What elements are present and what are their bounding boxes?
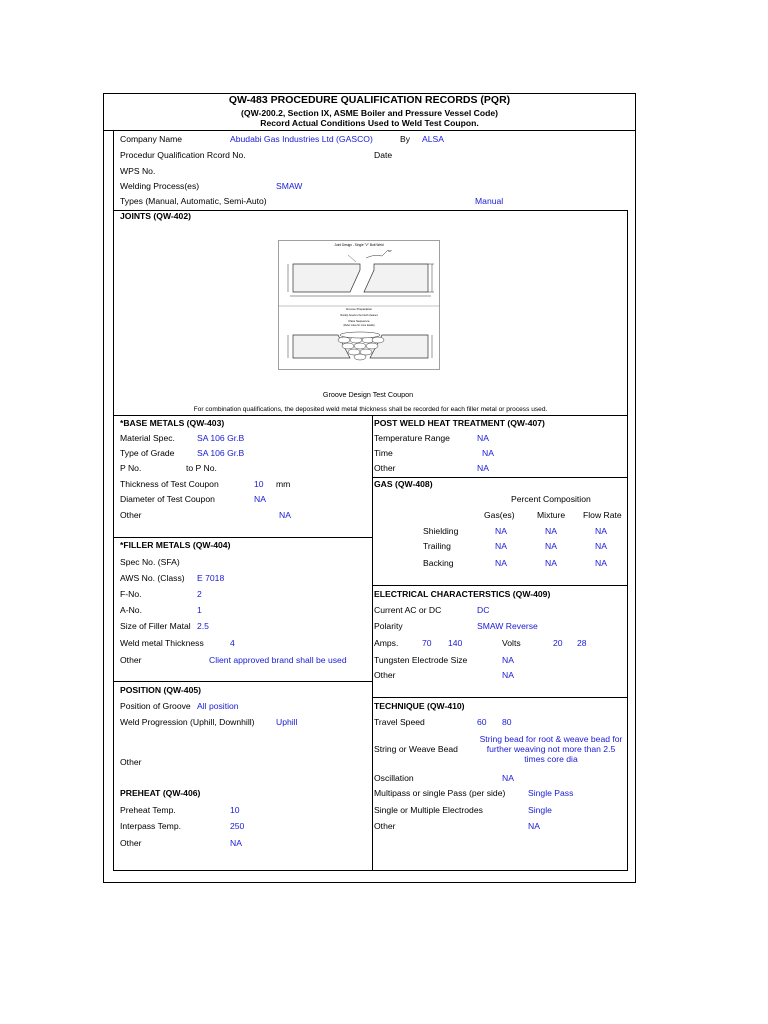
company-label: Company Name: [120, 134, 183, 144]
pwht-temp-label: Temperature Range: [374, 433, 450, 443]
filler-heading: *FILLER METALS (QW-404): [120, 540, 231, 550]
preheat-temp-value[interactable]: 10: [230, 805, 240, 815]
types-value[interactable]: Manual: [475, 196, 504, 206]
preheat-other-label: Other: [120, 838, 142, 848]
weld-thickness-label: Weld metal Thickness: [120, 638, 204, 648]
bead-label: String or Weave Bead: [374, 744, 458, 754]
ano-label: A-No.: [120, 605, 142, 615]
base-metals-heading: *BASE METALS (QW-403): [120, 418, 225, 428]
electrical-other-label: Other: [374, 670, 396, 680]
groove-design-drawing: [278, 240, 440, 370]
percent-composition-label: Percent Composition: [511, 494, 591, 504]
company-value[interactable]: Abudabi Gas Industries Ltd (GASCO): [230, 134, 373, 144]
position-heading: POSITION (QW-405): [120, 685, 201, 695]
technique-other-value[interactable]: NA: [528, 821, 540, 831]
thickness-value[interactable]: 10: [254, 479, 264, 489]
filler-top-line: [113, 537, 373, 538]
gas-col-gases: Gas(es): [484, 510, 515, 520]
to-pno-label: to P No.: [186, 463, 217, 473]
diameter-label: Diameter of Test Coupon: [120, 494, 215, 504]
joints-heading: JOINTS (QW-402): [120, 211, 191, 221]
current-value[interactable]: DC: [477, 605, 490, 615]
gas-row-label: Shielding: [423, 526, 459, 536]
multipass-label: Multipass or single Pass (per side): [374, 788, 506, 798]
gas-row-gases[interactable]: NA: [495, 541, 507, 551]
preheat-other-value[interactable]: NA: [230, 838, 242, 848]
gas-top-line: [372, 477, 628, 478]
filler-other-label: Other: [120, 655, 142, 665]
center-divider: [372, 415, 373, 871]
thickness-unit: mm: [276, 479, 291, 489]
amps-label: Amps.: [374, 638, 399, 648]
pass-sequence-label: Pass Sequence: [348, 319, 370, 323]
types-label: Types (Manual, Automatic, Semi-Auto): [120, 196, 267, 206]
base-other-value[interactable]: NA: [279, 510, 291, 520]
gas-row-gases[interactable]: NA: [495, 558, 507, 568]
tungsten-label: Tungsten Electrode Size: [374, 655, 468, 665]
pwht-time-value[interactable]: NA: [482, 448, 494, 458]
root-note: Root(s) bevels to be brush cleaned: [340, 314, 378, 317]
progression-value[interactable]: Uphill: [276, 717, 298, 727]
fno-label: F-No.: [120, 589, 142, 599]
gas-row-flow[interactable]: NA: [595, 526, 607, 536]
form-subtitle-2: Record Actual Conditions Used to Weld Test Coupon.: [260, 118, 479, 128]
date-label: Date: [374, 150, 393, 160]
inner-border-bottom: [113, 870, 628, 871]
inner-border-left: [113, 131, 114, 871]
interpass-label: Interpass Temp.: [120, 821, 181, 831]
gas-row-flow[interactable]: NA: [595, 558, 607, 568]
technique-top-line: [372, 697, 628, 698]
inner-border-right: [627, 211, 628, 870]
groove-caption: Groove Design Test Coupon: [322, 390, 414, 399]
joints-bottom: [113, 415, 628, 416]
current-label: Current AC or DC: [374, 605, 442, 615]
volts-label: Volts: [502, 638, 521, 648]
thickness-label: Thickness of Test Coupon: [120, 479, 219, 489]
groove-prep-label: Groove Preparation: [345, 307, 373, 311]
electrical-heading: ELECTRICAL CHARACTERSTICS (QW-409): [374, 589, 551, 599]
by-label: By: [400, 134, 411, 144]
pno-label: P No.: [120, 463, 142, 473]
polarity-label: Polarity: [374, 621, 403, 631]
preheat-heading: PREHEAT (QW-406): [120, 788, 201, 798]
svg-text:60°: 60°: [388, 250, 392, 253]
base-other-label: Other: [120, 510, 142, 520]
material-spec-label: Material Spec.: [120, 433, 175, 443]
oscillation-value[interactable]: NA: [502, 773, 514, 783]
gas-row-label: Backing: [423, 558, 454, 568]
pwht-other-value[interactable]: NA: [477, 463, 489, 473]
oscillation-label: Oscillation: [374, 773, 414, 783]
technique-heading: TECHNIQUE (QW-410): [374, 701, 465, 711]
groove-position-value[interactable]: All position: [197, 701, 239, 711]
electrical-other-value[interactable]: NA: [502, 670, 514, 680]
bead-value[interactable]: String bead for root & weave bead for further weaving not more than 2.5 times core dia: [479, 734, 623, 764]
aws-label: AWS No. (Class): [120, 573, 185, 583]
fno-value[interactable]: 2: [197, 589, 202, 599]
travel-speed-max[interactable]: 80: [502, 717, 512, 727]
electrical-top-line: [372, 585, 628, 586]
form-subtitle: (QW-200.2, Section IX, ASME Boiler and Pressure Vessel Code): [241, 108, 498, 118]
by-value[interactable]: ALSA: [422, 134, 444, 144]
header-divider: [103, 130, 636, 131]
gas-row-mixture[interactable]: NA: [545, 526, 557, 536]
pwht-other-label: Other: [374, 463, 396, 473]
position-top-line: [113, 681, 373, 682]
pwht-heading: POST WELD HEAT TREATMENT (QW-407): [374, 418, 545, 428]
travel-speed-min[interactable]: 60: [477, 717, 487, 727]
pass-note: (Refer notes for more details): [343, 324, 375, 327]
amps-min-value[interactable]: 70: [422, 638, 432, 648]
progression-label: Weld Progression (Uphill, Downhill): [120, 717, 255, 727]
pwht-time-label: Time: [374, 448, 393, 458]
travel-speed-label: Travel Speed: [374, 717, 425, 727]
interpass-value[interactable]: 250: [230, 821, 245, 831]
gas-row-mixture[interactable]: NA: [545, 558, 557, 568]
gas-row-mixture[interactable]: NA: [545, 541, 557, 551]
gas-col-mixture: Mixture: [537, 510, 566, 520]
amps-max-value[interactable]: 140: [448, 638, 463, 648]
gas-row-label: Trailing: [423, 541, 451, 551]
multipass-value[interactable]: Single Pass: [528, 788, 574, 798]
groove-position-label: Position of Groove: [120, 701, 191, 711]
grade-label: Type of Grade: [120, 448, 175, 458]
preheat-temp-label: Preheat Temp.: [120, 805, 176, 815]
form-title: QW-483 PROCEDURE QUALIFICATION RECORDS (PQR): [228, 94, 511, 106]
ano-value[interactable]: 1: [197, 605, 202, 615]
weld-thickness-value[interactable]: 4: [230, 638, 235, 648]
volts-min-value[interactable]: 20: [553, 638, 563, 648]
filler-other-value[interactable]: Client approved brand shall be used: [209, 655, 347, 665]
aws-value[interactable]: E 7018: [197, 573, 225, 583]
pwht-temp-value[interactable]: NA: [477, 433, 489, 443]
drawing-title: Joint Design - Single "V" Butt Weld: [334, 243, 384, 247]
wps-label: WPS No.: [120, 166, 156, 176]
polarity-value[interactable]: SMAW Reverse: [477, 621, 538, 631]
diameter-value[interactable]: NA: [254, 494, 266, 504]
technique-other-label: Other: [374, 821, 396, 831]
volts-max-value[interactable]: 28: [577, 638, 587, 648]
gas-row-gases[interactable]: NA: [495, 526, 507, 536]
combination-note: For combination qualifications, the deposited weld metal thickness shall be recorded for each filler metal or process used.: [193, 406, 548, 413]
material-spec-value[interactable]: SA 106 Gr.B: [197, 433, 245, 443]
gas-row-flow[interactable]: NA: [595, 541, 607, 551]
grade-value[interactable]: SA 106 Gr.B: [197, 448, 245, 458]
process-label: Welding Process(es): [120, 181, 200, 191]
tungsten-value[interactable]: NA: [502, 655, 514, 665]
filler-size-value[interactable]: 2.5: [197, 621, 209, 631]
spec-no-label: Spec No. (SFA): [120, 557, 180, 567]
electrodes-value[interactable]: Single: [528, 805, 552, 815]
process-value[interactable]: SMAW: [276, 181, 303, 191]
pqr-label: Procedur Qualification Rcord No.: [120, 150, 246, 160]
filler-size-label: Size of Filler Matal: [120, 621, 191, 631]
electrodes-label: Single or Multiple Electrodes: [374, 805, 483, 815]
gas-col-flow: Flow Rate: [583, 510, 622, 520]
gas-heading: GAS (QW-408): [374, 479, 433, 489]
position-other-label: Other: [120, 757, 142, 767]
